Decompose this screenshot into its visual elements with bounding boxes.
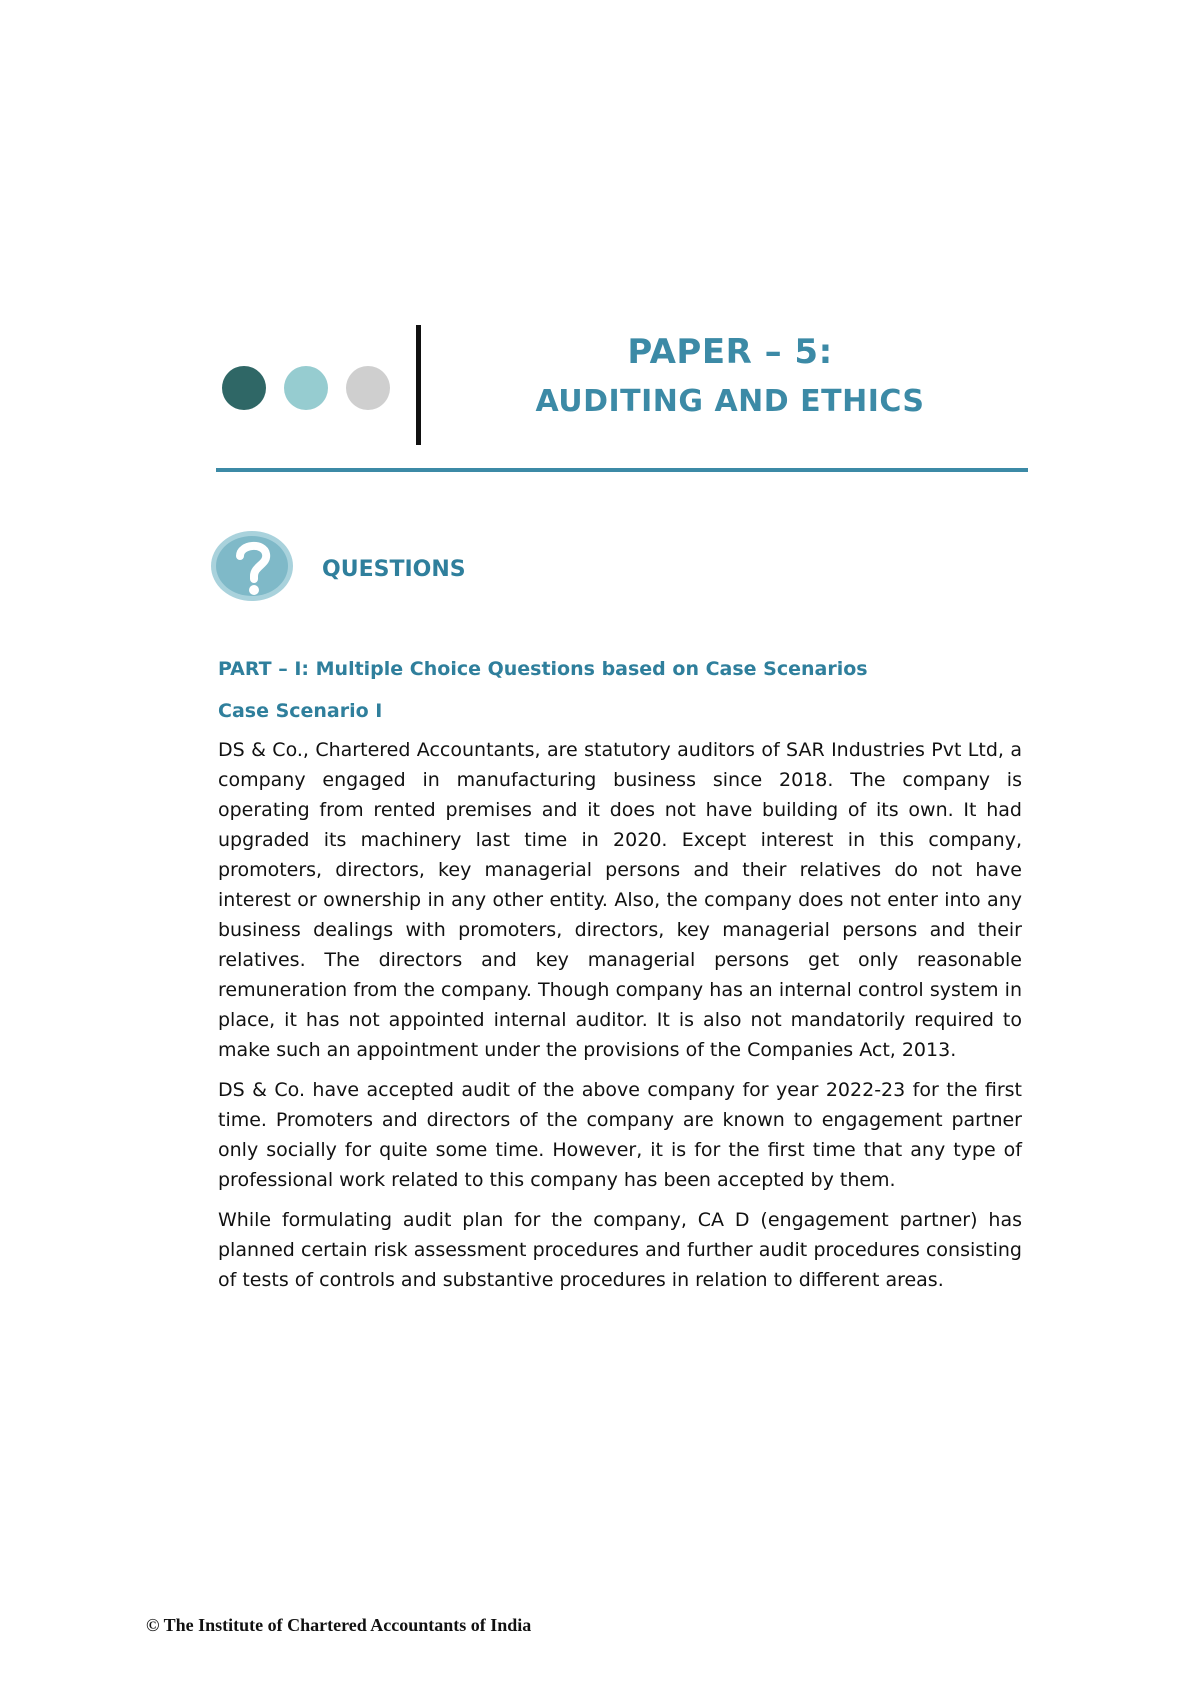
case-paragraph-1: DS & Co., Chartered Accountants, are statutory auditors of SAR Industries Pvt Ltd, a company engaged in manufacturing business since 2018. The company is operating from rented premises and it does not have building of its own. It had upgraded its machinery last time in 2020. Except interest in this company, promoters, directors, key managerial persons and their relatives do not have interest or ownership in any other entity. Also, the company does not enter into any business dealings with promoters, directors, key managerial persons and their relatives. The directors and key managerial persons get only reasonable remuneration from the company. Though company has an internal control system in place, it has not appointed internal auditor. It is also not mandatorily required to make such an appointment under the provisions of the Companies Act, 2013. <box>218 739 1022 1061</box>
part-heading: PART – I: Multiple Choice Questions based on Case Scenarios <box>218 658 868 680</box>
decorative-dots <box>222 366 402 410</box>
paper-subtitle: AUDITING AND ETHICS <box>535 384 925 419</box>
case-paragraph-3: While formulating audit plan for the company, CA D (engagement partner) has planned certain risk assessment procedures and further audit procedures consisting of tests of controls and substantive procedures in relation to different areas. <box>218 1209 1022 1291</box>
questions-heading: QUESTIONS <box>322 557 466 582</box>
main-content <box>218 655 1022 1305</box>
case-paragraph-2: DS & Co. have accepted audit of the above company for year 2022-23 for the first time. Promoters and directors of the company are known to engagement partner only socially for quite some time. However, it is for the first time that any type of professional work related to this company has been accepted by them. <box>218 1079 1022 1191</box>
dark-teal-dot <box>222 366 266 410</box>
case-scenario-heading: Case Scenario I <box>218 700 383 722</box>
footer-copyright: © The Institute of Chartered Accountants of India <box>146 1615 532 1635</box>
header-rule <box>216 468 1028 472</box>
grey-dot <box>346 366 390 410</box>
paper-title: PAPER – 5: <box>627 332 833 372</box>
vertical-divider <box>416 325 421 445</box>
light-teal-dot <box>284 366 328 410</box>
question-mark-icon <box>210 530 294 602</box>
